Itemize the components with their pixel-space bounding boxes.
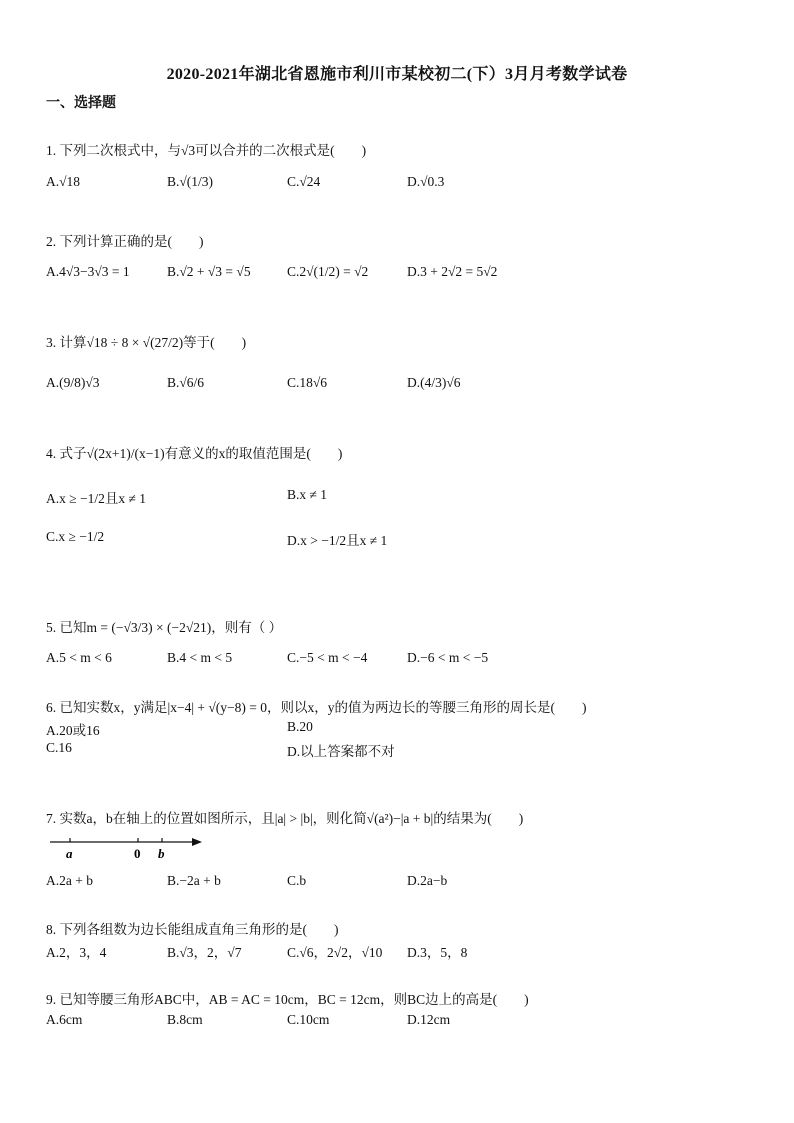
question-2-stem: 2. 下列计算正确的是( ) [46,234,204,249]
question-5-option-c: C.−5 < m < −4 [287,650,368,665]
number-line-figure [46,834,206,864]
question-8-option-b: B.√3，2，√7 [167,945,242,960]
question-3-option-c: C.18√6 [287,375,328,390]
question-3-option-d: D.(4/3)√6 [407,375,461,390]
question-1-option-b: B.√(1/3) [167,174,214,189]
question-2-option-c: C.2√(1/2) = √2 [287,264,369,279]
question-7-stem: 7. 实数a，b在轴上的位置如图所示，且|a| > |b|，则化简√(a²)−|a + b|的结果为( ) [46,811,524,826]
label-a: a [66,846,73,861]
question-6-stem: 6. 已知实数x，y满足|x−4| + √(y−8) = 0，则以x，y的值为两边长的等腰三角形的周长是( ) [46,700,587,715]
question-5-option-b: B.4 < m < 5 [167,650,233,665]
question-4-option-d: D.x > −1/2且x ≠ 1 [287,533,388,548]
question-2-option-d: D.3 + 2√2 = 5√2 [407,264,498,279]
question-3-option-b: B.√6/6 [167,375,205,390]
question-4-stem: 4. 式子√(2x+1)/(x−1)有意义的x的取值范围是( ) [46,446,343,461]
question-4-option-b: B.x ≠ 1 [287,487,328,502]
question-1-option-d: D.√0.3 [407,174,445,189]
section-heading: 一、选择题 [46,96,116,111]
question-5-option-a: A.5 < m < 6 [46,650,112,665]
question-6-option-c: C.16 [46,740,72,755]
question-7-option-d: D.2a−b [407,873,448,888]
question-1-option-a: A.√18 [46,174,81,189]
question-8-option-d: D.3，5，8 [407,945,468,960]
question-1-stem: 1. 下列二次根式中，与√3可以合并的二次根式是( ) [46,143,367,158]
question-4-option-c: C.x ≥ −1/2 [46,529,105,544]
number-line-arrow-icon [192,838,202,846]
question-4-option-a: A.x ≥ −1/2且x ≠ 1 [46,491,147,506]
question-9-option-c: C.10cm [287,1012,330,1027]
question-1-option-c: C.√24 [287,174,321,189]
label-zero: 0 [134,846,141,861]
question-7-option-b: B.−2a + b [167,873,221,888]
question-6-option-b: B.20 [287,719,313,734]
question-9-option-d: D.12cm [407,1012,451,1027]
question-5-option-d: D.−6 < m < −5 [407,650,489,665]
label-b: b [158,846,165,861]
question-9-option-a: A.6cm [46,1012,83,1027]
question-3-option-a: A.(9/8)√3 [46,375,100,390]
page-title: 2020-2021年湖北省恩施市利川市某校初二(下）3月月考数学试卷 [166,66,628,83]
question-2-option-b: B.√2 + √3 = √5 [167,264,251,279]
question-6-option-a: A.20或16 [46,723,100,738]
question-8-option-c: C.√6，2√2，√10 [287,945,383,960]
question-8-option-a: A.2，3，4 [46,945,107,960]
question-3-stem: 3. 计算√18 ÷ 8 × √(27/2)等于( ) [46,335,247,350]
question-2-option-a: A.4√3−3√3 = 1 [46,264,130,279]
question-7-option-a: A.2a + b [46,873,93,888]
question-6-option-d: D.以上答案都不对 [287,744,395,759]
question-9-stem: 9. 已知等腰三角形ABC中，AB = AC = 10cm，BC = 12cm，则BC边上的高是( ) [46,992,529,1007]
question-8-stem: 8. 下列各组数为边长能组成直角三角形的是( ) [46,922,339,937]
question-7-option-c: C.b [287,873,307,888]
question-9-option-b: B.8cm [167,1012,203,1027]
question-5-stem: 5. 已知m = (−√3/3) × (−2√21)，则有（ ） [46,620,283,635]
